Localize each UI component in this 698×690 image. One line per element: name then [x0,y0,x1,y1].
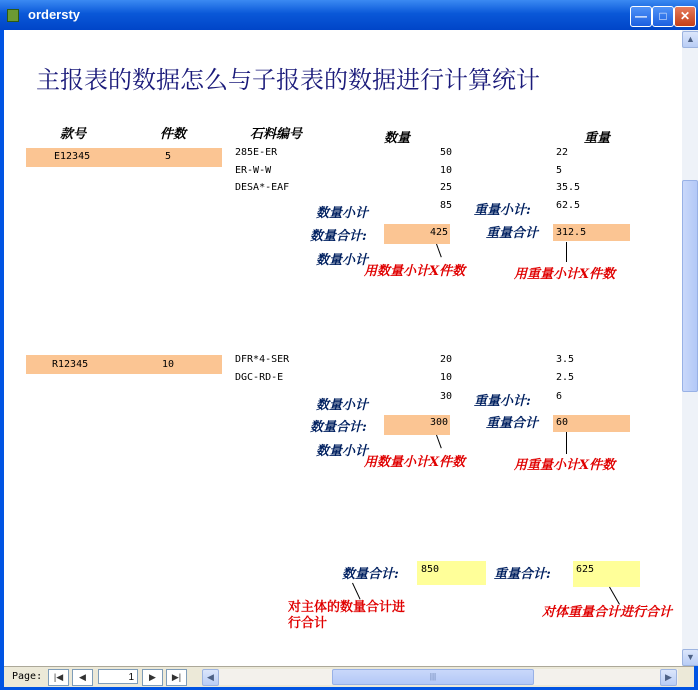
record2-arrow-line-weight [566,432,567,454]
grand-note-qty: 对主体的数量合计进行合计 [288,600,406,631]
record2-weight-subtotal: 6 [556,391,563,402]
last-page-icon: ▶| [171,672,182,682]
scroll-left-button[interactable] [202,669,219,686]
record1-weight-total: 312.5 [556,227,587,238]
scroll-up-button[interactable] [682,31,698,48]
prev-page-button[interactable] [72,669,93,686]
record1-qty-2: 10 [439,165,452,176]
close-icon: ✕ [679,9,691,23]
grand-note-weight: 对体重量合计进行合计 [542,605,673,620]
record2-code-2: DGC-RD-E [235,372,284,383]
vertical-scroll-thumb[interactable] [682,180,698,392]
page-label: Page: [12,671,43,682]
record2-qty-subtotal-label: 数量小计 [316,398,369,413]
record2-note-qty: 用数量小计X件数 [364,455,466,470]
record1-qty-1: 50 [439,147,452,158]
grand-qty-label: 数量合计: [342,567,399,582]
header-jianshu: 件数 [160,127,187,142]
minimize-button[interactable] [630,6,652,27]
record1-arrow-line-qty [436,244,442,257]
form-icon [7,9,19,22]
scroll-down-button[interactable] [682,649,698,666]
minimize-icon: — [635,9,647,23]
record2-qty-subtotal: 30 [439,391,452,402]
record2-arrow-line-qty [436,435,442,448]
header-shiliao: 石料编号 [250,127,303,142]
record1-qty-subtotal: 85 [439,200,452,211]
grand-qty-value: 850 [421,564,440,575]
maximize-button[interactable] [652,6,674,27]
header-kuanhao: 款号 [60,127,87,142]
horizontal-scroll-thumb[interactable] [332,669,534,685]
record1-qty-total-label: 数量合计: [310,229,367,244]
record1-qty-subtotal-label: 数量小计 [316,206,369,221]
horizontal-scrollbar[interactable] [202,669,678,685]
record2-note-weight: 用重量小计X件数 [514,458,616,473]
window-title: ordersty [28,7,81,22]
record1-code-2: ER-W-W [235,165,272,176]
record2-code-1: DFR*4-SER [235,354,290,365]
grip-icon: ||| [429,672,437,681]
next-page-button[interactable] [142,669,163,686]
header-shuliang: 数量 [384,131,411,146]
record1-kuanhao: E12345 [54,151,91,162]
record1-code-1: 285E-ER [235,147,278,158]
record2-qty-1: 20 [439,354,452,365]
title-bar[interactable] [0,0,698,30]
record1-weight-3: 35.5 [556,182,581,193]
report-client-area [4,30,694,686]
record1-code-3: DESA*-EAF [235,182,290,193]
record2-weight-total: 60 [556,417,569,428]
record1-weight-subtotal-label: 重量小计: [474,203,531,218]
record2-kuanhao: R12345 [52,359,89,370]
record2-jianshu: 10 [162,359,175,370]
grand-weight-label: 重量合计: [494,567,551,582]
next-page-icon: ▶ [149,672,156,682]
report-page [10,30,682,666]
record1-qty-total: 425 [429,227,448,238]
record1-note-qty: 用数量小计X件数 [364,264,466,279]
last-page-button[interactable] [166,669,187,686]
header-zhongliang: 重量 [584,131,611,146]
chevron-down-icon: ▼ [686,652,695,662]
record2-qty-2: 10 [439,372,452,383]
record2-qty-subtotal-label-2: 数量小计 [316,444,369,459]
record2-weight-subtotal-label: 重量小计: [474,394,531,409]
chevron-left-icon: ◀ [207,672,214,682]
record1-qty-subtotal-label-2: 数量小计 [316,253,369,268]
record1-qty-3: 25 [439,182,452,193]
record1-weight-2: 5 [556,165,563,176]
maximize-icon: □ [659,9,667,23]
record1-note-weight: 用重量小计X件数 [514,267,616,282]
grand-arrow-line-weight [609,587,620,605]
record2-qty-total-label: 数量合计: [310,420,367,435]
record2-weight-total-label: 重量合计 [486,416,539,431]
grand-arrow-line-qty [352,583,361,600]
close-button[interactable] [674,6,696,27]
record1-jianshu: 5 [165,151,172,162]
scroll-right-button[interactable] [660,669,677,686]
navigation-bar [4,666,694,687]
prev-page-icon: ◀ [79,672,86,682]
first-page-button[interactable] [48,669,69,686]
record1-weight-1: 22 [556,147,569,158]
record2-weight-1: 3.5 [556,354,575,365]
record1-weight-subtotal: 62.5 [556,200,581,211]
page-number-input[interactable]: 1 [98,669,138,684]
grand-weight-value: 625 [576,564,595,575]
record2-qty-total: 300 [429,417,448,428]
chevron-up-icon: ▲ [686,34,695,44]
vertical-scrollbar[interactable] [682,30,698,666]
first-page-icon: |◀ [53,672,64,682]
chevron-right-icon: ▶ [665,672,672,682]
record1-weight-total-label: 重量合计 [486,226,539,241]
page-title: 主报表的数据怎么与子报表的数据进行计算统计 [36,66,540,94]
record2-weight-2: 2.5 [556,372,575,383]
record1-arrow-line-weight [566,242,567,262]
